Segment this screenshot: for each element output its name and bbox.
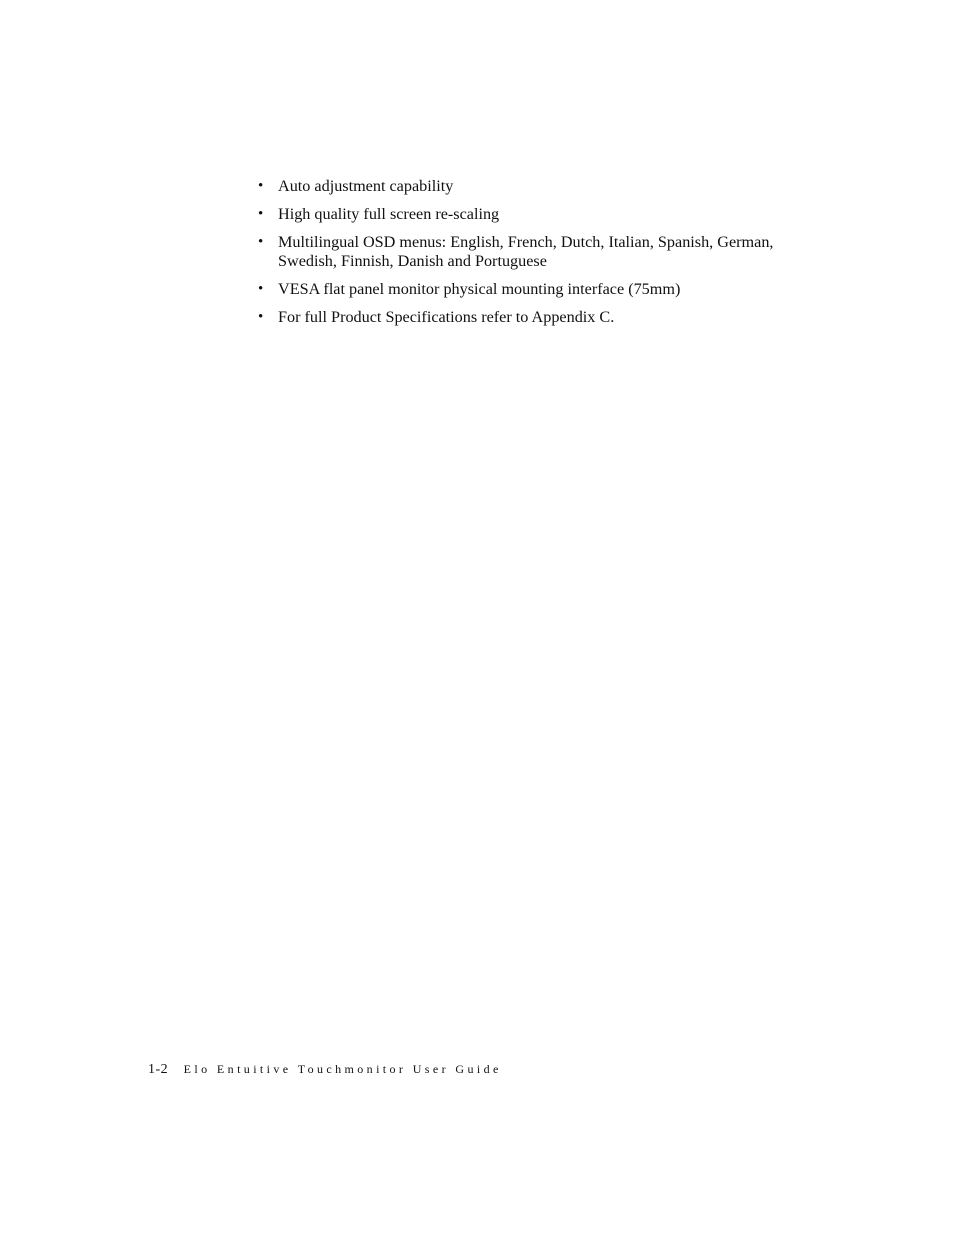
bullet-specifications-reference: [258, 308, 818, 327]
bullet-text: High quality full screen re-scaling: [278, 205, 500, 223]
bullet-text: VESA flat panel monitor physical mounting interface (75mm): [278, 280, 681, 298]
bullet-rescaling: [258, 205, 818, 224]
bullet-dot-icon: •: [258, 281, 264, 297]
bullet-dot-icon: •: [258, 309, 264, 325]
bullet-vesa-mount: [258, 280, 818, 299]
bullet-text: Multilingual OSD menus: English, French, Dutch, Italian, Spanish, German, Swedish, Finnish, Danish and Portuguese: [278, 233, 774, 270]
document-title: Elo Entuitive Touchmonitor User Guide: [183, 1062, 502, 1076]
page-number: 1-2: [148, 1062, 169, 1077]
bullet-text: Auto adjustment capability: [278, 177, 454, 195]
feature-bullet-list: [258, 177, 818, 336]
bullet-dot-icon: •: [258, 234, 264, 250]
page-footer: [148, 1061, 502, 1078]
bullet-dot-icon: •: [258, 178, 264, 194]
bullet-auto-adjustment: [258, 177, 818, 196]
bullet-dot-icon: •: [258, 206, 264, 222]
bullet-text: For full Product Specifications refer to Appendix C.: [278, 308, 615, 326]
bullet-osd-languages: [258, 233, 818, 271]
